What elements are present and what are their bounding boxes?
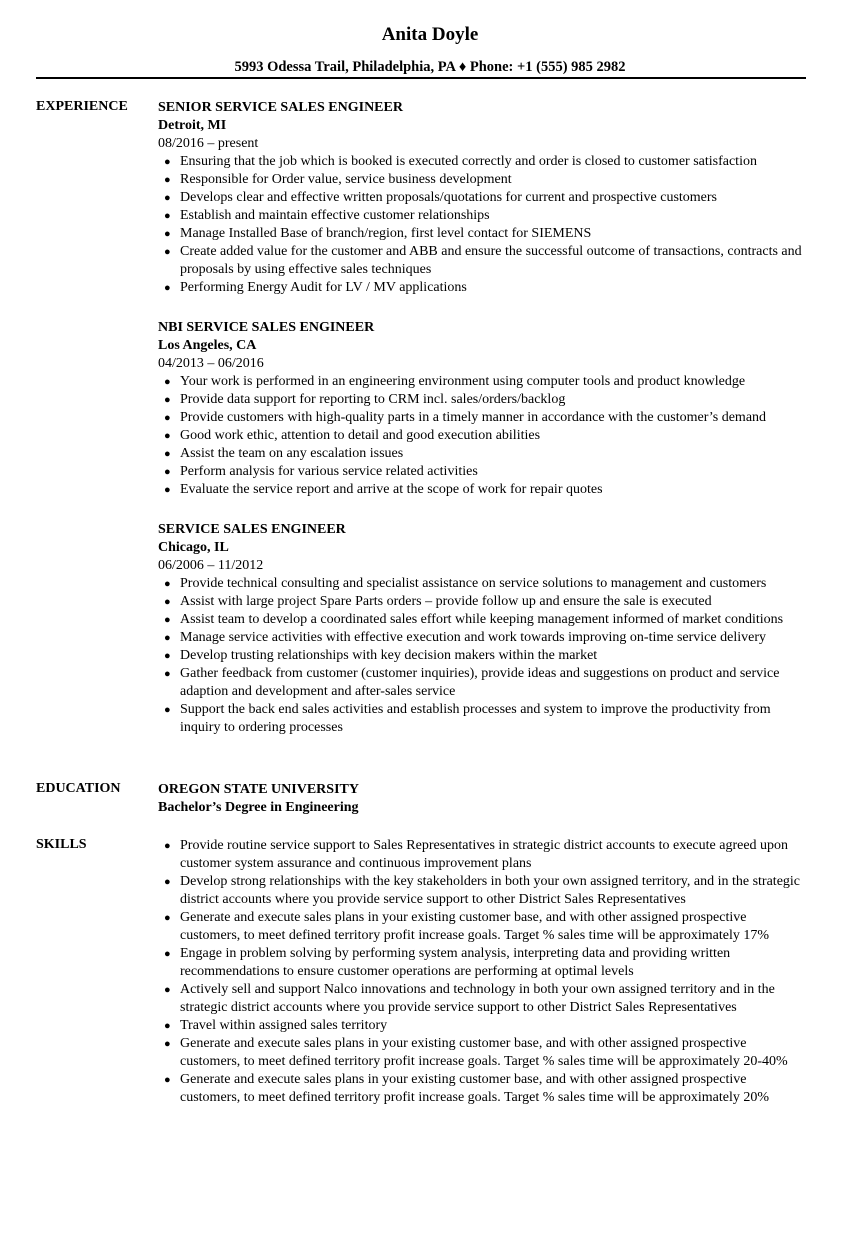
bullet-icon: ●: [164, 704, 171, 716]
job-title: SERVICE SALES ENGINEER: [158, 522, 346, 537]
bullet-text: Assist team to develop a coordinated sales effort while keeping management informed of market conditions: [180, 612, 784, 627]
job-bullet: [158, 279, 808, 297]
job-entry: [158, 521, 808, 737]
bullet-icon: ●: [164, 430, 171, 442]
bullet-text: Manage service activities with effective execution and work towards improving on-time service delivery: [180, 630, 766, 645]
skill-bullet: [158, 1035, 808, 1071]
bullet-icon: ●: [164, 984, 171, 996]
bullet-icon: ●: [164, 466, 171, 478]
bullet-text: Support the back end sales activities and establish processes and system to improve the productivity from inquiry to ordering processes: [180, 702, 771, 735]
bullet-text: Provide data support for reporting to CRM incl. sales/orders/backlog: [180, 392, 566, 407]
bullet-text: Provide technical consulting and specialist assistance on service solutions to management and customers: [180, 576, 767, 591]
bullet-text: Engage in problem solving by performing system analysis, interpreting data and providing written recommendations to ensure customer operations are performing at optimal levels: [180, 946, 731, 979]
job-bullet: [158, 575, 808, 593]
bullet-text: Assist with large project Spare Parts orders – provide follow up and ensure the sale is executed: [180, 594, 712, 609]
job-bullet: [158, 647, 808, 665]
job-bullet: [158, 171, 808, 189]
bullet-icon: ●: [164, 246, 171, 258]
bullet-icon: ●: [164, 840, 171, 852]
bullet-icon: ●: [164, 1020, 171, 1032]
bullet-icon: ●: [164, 210, 171, 222]
bullet-icon: ●: [164, 948, 171, 960]
job-bullet: [158, 427, 808, 445]
bullet-icon: ●: [164, 228, 171, 240]
job-bullet: [158, 593, 808, 611]
bullet-text: Performing Energy Audit for LV / MV applications: [180, 280, 467, 295]
job-title: NBI SERVICE SALES ENGINEER: [158, 320, 375, 335]
bullet-text: Develops clear and effective written proposals/quotations for current and prospective customers: [180, 190, 718, 205]
job-entry: [158, 319, 808, 499]
bullet-icon: ●: [164, 174, 171, 186]
bullet-text: Gather feedback from customer (customer inquiries), provide ideas and suggestions on product and service adaption and development and after-sales service: [180, 666, 780, 699]
bullet-icon: ●: [164, 394, 171, 406]
job-bullet: [158, 409, 808, 427]
bullet-text: Good work ethic, attention to detail and good execution abilities: [180, 428, 541, 443]
skill-bullet: [158, 981, 808, 1017]
job-bullet: [158, 225, 808, 243]
contact-line: 5993 Odessa Trail, Philadelphia, PA ♦ Phone: +1 (555) 985 2982: [234, 59, 626, 75]
bullet-text: Manage Installed Base of branch/region, first level contact for SIEMENS: [180, 226, 592, 241]
bullet-text: Develop strong relationships with the key stakeholders in both your own assigned territory, and in the strategic district accounts where you provide service support to other District Sales Representatives: [180, 874, 801, 907]
bullet-icon: ●: [164, 876, 171, 888]
bullet-text: Perform analysis for various service related activities: [180, 464, 478, 479]
bullet-icon: ●: [164, 668, 171, 680]
job-bullet: [158, 207, 808, 225]
job-bullet: [158, 189, 808, 207]
job-bullet: [158, 243, 808, 279]
bullet-icon: ●: [164, 632, 171, 644]
job-bullet: [158, 629, 808, 647]
job-entry: [158, 99, 808, 297]
bullet-icon: ●: [164, 448, 171, 460]
job-bullet: [158, 665, 808, 701]
bullet-icon: ●: [164, 484, 171, 496]
bullet-text: Ensuring that the job which is booked is executed correctly and order is closed to customer satisfaction: [180, 154, 757, 169]
job-bullet: [158, 391, 808, 409]
education-heading: EDUCATION: [36, 781, 121, 796]
header-divider: [36, 77, 806, 79]
bullet-icon: ●: [164, 912, 171, 924]
skill-bullet: [158, 1071, 808, 1107]
bullet-icon: ●: [164, 578, 171, 590]
bullet-text: Provide routine service support to Sales Representatives in strategic district accounts to execute agreed upon customer system assurance and continuous improvement plans: [180, 838, 789, 871]
skill-bullet: [158, 909, 808, 945]
experience-heading: EXPERIENCE: [36, 99, 128, 114]
resume-name: Anita Doyle: [381, 24, 479, 45]
job-bullet-list: [158, 575, 808, 737]
bullet-text: Evaluate the service report and arrive at the scope of work for repair quotes: [180, 482, 603, 497]
bullet-text: Generate and execute sales plans in your existing customer base, and with other assigned prospective customers, to meet defined territory profit increase goals. Target % sales time will be approximately 17%: [180, 910, 770, 943]
job-bullet: [158, 701, 808, 737]
bullet-icon: ●: [164, 376, 171, 388]
job-bullet: [158, 481, 808, 499]
bullet-icon: ●: [164, 596, 171, 608]
job-location: Chicago, IL: [158, 540, 229, 555]
bullet-text: Establish and maintain effective customer relationships: [180, 208, 490, 223]
bullet-text: Your work is performed in an engineering environment using computer tools and product knowledge: [180, 374, 746, 389]
bullet-text: Responsible for Order value, service business development: [180, 172, 512, 187]
job-dates: 08/2016 – present: [158, 136, 259, 151]
job-bullet: [158, 463, 808, 481]
job-bullet: [158, 373, 808, 391]
bullet-icon: ●: [164, 614, 171, 626]
job-dates: 04/2013 – 06/2016: [158, 356, 264, 371]
job-location: Detroit, MI: [158, 118, 227, 133]
bullet-icon: ●: [164, 282, 171, 294]
degree: Bachelor’s Degree in Engineering: [158, 800, 359, 815]
bullet-text: Develop trusting relationships with key decision makers within the market: [180, 648, 598, 663]
bullet-text: Actively sell and support Nalco innovations and technology in both your own assigned territory and in the strategic district accounts where you provide service support to other District Sales Representatives: [180, 982, 775, 1015]
skill-bullet: [158, 1017, 808, 1035]
skills-heading: SKILLS: [36, 837, 87, 852]
bullet-text: Travel within assigned sales territory: [180, 1018, 388, 1033]
skills-bullet-list: [158, 837, 808, 1107]
bullet-icon: ●: [164, 412, 171, 424]
bullet-icon: ●: [164, 650, 171, 662]
education-entry: [158, 781, 808, 817]
bullet-text: Generate and execute sales plans in your existing customer base, and with other assigned prospective customers, to meet defined territory profit increase goals. Target % sales time will be approximately 20-40%: [180, 1036, 788, 1069]
bullet-text: Assist the team on any escalation issues: [180, 446, 404, 461]
bullet-icon: ●: [164, 156, 171, 168]
bullet-text: Generate and execute sales plans in your existing customer base, and with other assigned prospective customers, to meet defined territory profit increase goals. Target % sales time will be approximately 20%: [180, 1072, 770, 1105]
bullet-icon: ●: [164, 1038, 171, 1050]
bullet-text: Provide customers with high-quality parts in a timely manner in accordance with the customer’s demand: [180, 410, 767, 425]
job-bullet: [158, 153, 808, 171]
bullet-text: Create added value for the customer and ABB and ensure the successful outcome of transactions, contracts and proposals by using effective sales techniques: [180, 244, 802, 277]
job-bullet-list: [158, 373, 808, 499]
job-location: Los Angeles, CA: [158, 338, 257, 353]
job-dates: 06/2006 – 11/2012: [158, 558, 264, 573]
job-bullet: [158, 445, 808, 463]
school-name: OREGON STATE UNIVERSITY: [158, 782, 359, 797]
skill-bullet: [158, 945, 808, 981]
job-bullet-list: [158, 153, 808, 297]
bullet-icon: ●: [164, 192, 171, 204]
skill-bullet: [158, 837, 808, 873]
bullet-icon: ●: [164, 1074, 171, 1086]
job-title: SENIOR SERVICE SALES ENGINEER: [158, 100, 403, 115]
skills-entry: [158, 837, 808, 1107]
skill-bullet: [158, 873, 808, 909]
job-bullet: [158, 611, 808, 629]
